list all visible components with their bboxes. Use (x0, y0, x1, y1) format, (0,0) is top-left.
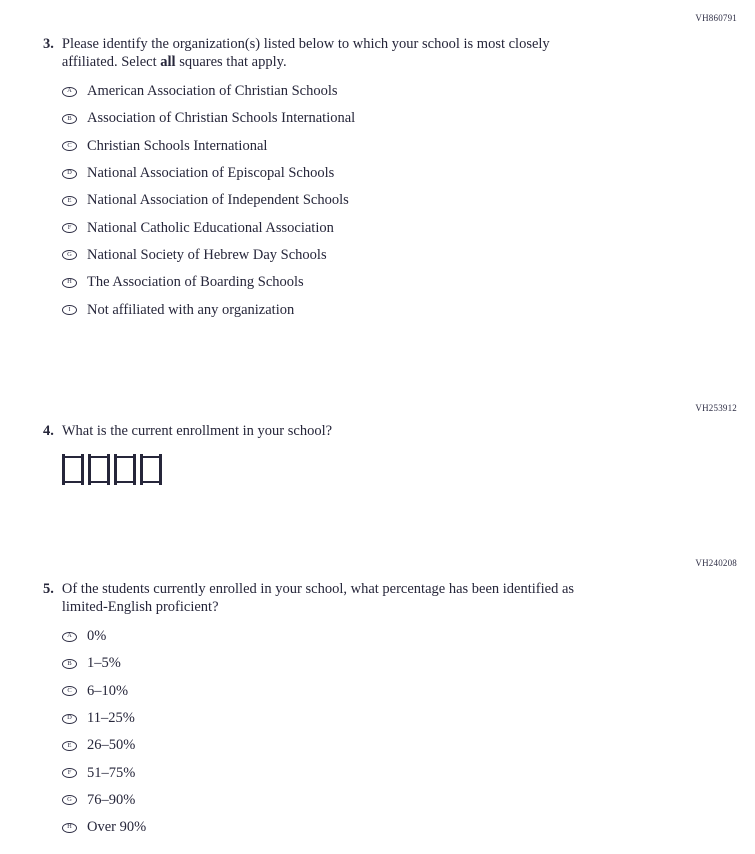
bubble-letter: D (67, 169, 72, 177)
bubble-letter: E (67, 196, 72, 204)
option-label: Christian Schools International (87, 137, 268, 154)
option-row (62, 296, 737, 323)
option-row (62, 78, 737, 105)
bubble-letter: G (67, 796, 72, 804)
question-3-text-bold: all (160, 53, 176, 70)
option-label: Association of Christian Schools International (87, 110, 356, 127)
bubble-letter: A (67, 87, 72, 95)
answer-bubble-icon[interactable] (62, 169, 77, 179)
enrollment-digit-box-1[interactable] (62, 454, 84, 485)
option-row (62, 787, 737, 814)
option-row (62, 650, 737, 677)
option-label: 0% (87, 628, 107, 645)
option-row (62, 623, 737, 650)
bubble-letter: A (67, 632, 72, 640)
question-4-text: What is the current enrollment in your school? (61, 423, 333, 439)
question-3-number: 3. (43, 36, 54, 52)
answer-bubble-icon[interactable] (62, 87, 77, 97)
question-4-number: 4. (43, 423, 54, 439)
bubble-letter: D (67, 714, 72, 722)
question-5-options (62, 623, 737, 841)
answer-bubble-icon[interactable] (62, 223, 77, 233)
bubble-letter: H (67, 278, 72, 286)
option-label: 1–5% (87, 655, 121, 672)
option-row (62, 160, 737, 187)
question-5-text: Of the students currently enrolled in your school, what percentage has been identified as limited-English proficient? (61, 581, 575, 615)
answer-bubble-icon[interactable] (62, 795, 77, 805)
question-3-options (62, 78, 737, 324)
option-label: 51–75% (87, 764, 136, 781)
option-label: National Society of Hebrew Day Schools (87, 246, 327, 263)
question-4-head (43, 423, 737, 441)
question-3-text (62, 36, 599, 71)
option-row (62, 269, 737, 296)
answer-bubble-icon[interactable] (62, 250, 77, 260)
answer-bubble-icon[interactable] (62, 278, 77, 288)
answer-bubble-icon[interactable] (62, 714, 77, 724)
question-4 (43, 403, 737, 485)
question-3-text-after: squares that apply. (175, 53, 287, 70)
option-row (62, 214, 737, 241)
option-label: 26–50% (87, 737, 136, 754)
option-row (62, 814, 737, 841)
option-label: 6–10% (87, 682, 129, 699)
option-row (62, 242, 737, 269)
question-4-code: VH253912 (695, 403, 737, 413)
answer-bubble-icon[interactable] (62, 686, 77, 696)
answer-bubble-icon[interactable] (62, 114, 77, 124)
enrollment-digit-box-3[interactable] (114, 454, 136, 485)
option-row (62, 187, 737, 214)
question-5 (43, 558, 737, 841)
question-3-head (43, 36, 737, 71)
question-5-code: VH240208 (695, 558, 737, 568)
option-label: 11–25% (87, 710, 135, 727)
bubble-letter: C (67, 142, 72, 150)
answer-bubble-icon[interactable] (62, 305, 77, 315)
enrollment-digit-box-2[interactable] (88, 454, 110, 485)
answer-bubble-icon[interactable] (62, 659, 77, 669)
question-5-number: 5. (43, 581, 54, 597)
question-5-head (43, 581, 737, 616)
bubble-letter: G (67, 251, 72, 259)
enrollment-digit-box-4[interactable] (140, 454, 162, 485)
option-row (62, 105, 737, 132)
question-3-text-before: Please identify the organization(s) listed below to which your school is most closely affiliated. Select (61, 36, 550, 70)
bubble-letter: F (67, 224, 72, 232)
answer-bubble-icon[interactable] (62, 141, 77, 151)
bubble-letter: I (68, 305, 71, 313)
option-row (62, 732, 737, 759)
answer-bubble-icon[interactable] (62, 632, 77, 642)
option-row (62, 705, 737, 732)
bubble-letter: B (67, 659, 72, 667)
option-label: National Catholic Educational Association (87, 219, 334, 236)
bubble-letter: H (67, 823, 72, 831)
option-label: Not affiliated with any organization (87, 301, 295, 318)
answer-bubble-icon[interactable] (62, 741, 77, 751)
bubble-letter: C (67, 687, 72, 695)
answer-bubble-icon[interactable] (62, 823, 77, 833)
option-label: 76–90% (87, 791, 136, 808)
option-row (62, 759, 737, 786)
option-label: National Association of Independent Schools (87, 192, 349, 209)
enrollment-digit-boxes (62, 454, 737, 485)
question-3 (43, 13, 737, 324)
option-row (62, 133, 737, 160)
question-3-code: VH860791 (695, 13, 737, 23)
option-label: The Association of Boarding Schools (87, 274, 304, 291)
option-label: National Association of Episcopal Schools (87, 165, 335, 182)
answer-bubble-icon[interactable] (62, 196, 77, 206)
option-label: American Association of Christian Schools (87, 83, 338, 100)
bubble-letter: F (67, 769, 72, 777)
bubble-letter: B (67, 114, 72, 122)
option-row (62, 678, 737, 705)
bubble-letter: E (67, 741, 72, 749)
option-label: Over 90% (87, 819, 147, 836)
answer-bubble-icon[interactable] (62, 768, 77, 778)
